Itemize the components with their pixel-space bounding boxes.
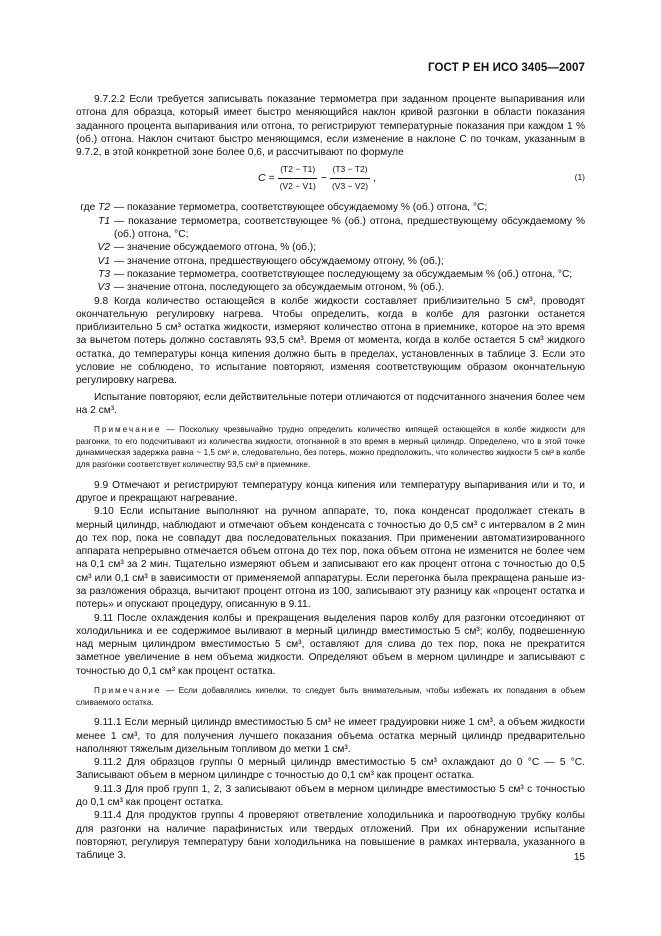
formula-lhs: C = <box>258 171 275 184</box>
note-label: Примечание <box>94 425 162 435</box>
fraction-2-denominator: (V3 − V2) <box>331 180 369 191</box>
definition-symbol-text: V1 <box>97 255 110 267</box>
formula-tail: , <box>373 171 377 184</box>
paragraph-9-8: 9.8 Когда количество остающейся в колбе жидкости составляет приблизительно 5 см³, проводят окончательную регулировку нагрева. Чтобы определить, когда в колбе для разгонки останется приблизительно 5 см³ остатка жидкости, измеряют количество отгона в приемнике, которое на это время за вычетом потерь должно составлять 93,5 см³. Время от момента, когда в колбе остается 5 см³ жидкого остатка, до температуры конца кипения должно быть в пределах, установленных в таблице 3. Если это условие не соблюдено, то испытание повторяют, изменяя соответствующим образом окончательную регулировку нагрева. <box>76 295 585 387</box>
note-label: Примечание <box>94 686 162 696</box>
formula-expression <box>258 163 376 193</box>
fraction-1 <box>278 163 318 193</box>
definition-item <box>76 281 585 294</box>
fraction-1-denominator: (V2 − V1) <box>279 180 316 191</box>
formula-definitions <box>76 201 585 294</box>
fraction-1-numerator: (T2 − T1) <box>278 163 317 178</box>
definition-text: — показание термометра, соответствующее обсуждаемому % (об.) отгона, °С; <box>114 202 488 214</box>
note-1 <box>76 424 585 470</box>
definition-text: — показание термометра, соответствующее % (об.) отгона, предшествующему обсуждаемому % (об.) отгона, °С; <box>114 215 585 241</box>
definition-symbol <box>76 215 114 242</box>
definition-text: — значение обсуждаемого отгона, % (об.); <box>114 242 317 254</box>
paragraph-9-10: 9.10 Если испытание выполняют на ручном аппарате, то, пока конденсат продолжает стекать в мерный цилиндр, наблюдают и отмечают объем конденсата с точностью до 0,5 см³ с интервалом в 2 мин до тех пор, пока не совпадут два последовательных показания. При применении автоматизированного аппарата непрерывно отмечается объем отгона до тех пор, пока объем отгона не изменится не более чем на 0,1 см³ за 2 мин. Тщательно измеряют объем и записывают его как процент отгона с точностью до 0,5 см³ или 0,1 см³ в зависимости от применяемой аппаратуры. Если перегонка была прекращена раньше из-за разложения образца, вычитают процент отгона из 100, записывают эту разницу как «процент остатка и потерь» и опускают процедуру, описанную в 9.11. <box>76 506 585 611</box>
note-text: — Поскольку чрезвычайно трудно определить количество кипящей остающейся в колбе жидкости для разгонки, то его подсчитывают из количества жидкости, отогнанной в это время в мерный цилиндр. Определено, что в этой точке динамическая задержка равна ~ 1,5 см³ и, следовательно, без потерь, можно предположить, что количество жидкости 5 см³ в колбе для разгонки соответствует количеству 93,5 см³ в приемнике. <box>76 425 585 470</box>
definition-symbol <box>76 201 114 214</box>
definition-text: — значение отгона, последующего за обсуждаемым отгоном, % (об.). <box>114 282 445 294</box>
definition-item <box>76 241 585 254</box>
fraction-2 <box>330 163 370 193</box>
definition-item <box>76 255 585 268</box>
page-number: 15 <box>573 852 585 863</box>
definition-prefix: где <box>80 202 96 214</box>
formula-1 <box>76 161 585 199</box>
definition-symbol <box>76 281 114 294</box>
definition-text: — показание термометра, соответствующее последующему за обсуждаемым % (об.) отгона, °С; <box>114 268 573 280</box>
paragraph-9-7-2-2: 9.7.2.2 Если требуется записывать показание термометра при заданном проценте выпаривания или отгона для образца, который имеет быстро меняющийся наклон кривой разгонки в области показания заданного процента выпаривания или отгона, то регистрируют температурные показания при каждом 1 % (об.) отгона. Наклон считают быстро меняющимся, если изменение в наклоне C по точкам, указанным в 9.7.2, в этой конкретной зоне более 0,6, и рассчитывают по формуле <box>76 94 585 159</box>
definition-symbol <box>76 268 114 281</box>
note-2 <box>76 685 585 708</box>
definition-symbol <box>76 241 114 254</box>
definition-symbol-text: V3 <box>97 282 110 294</box>
definition-item <box>76 215 585 242</box>
paragraph-9-11-1: 9.11.1 Если мерный цилиндр вместимостью 5 см³ не имеет градуировки ниже 1 см³, а объем жидкости менее 1 см³, то для получения лучшего показания объема остатка мерный цилиндр предварительно наполняют тяжелым дизельным топливом до метки 1 см³. <box>76 717 585 755</box>
paragraph-9-11-2: 9.11.2 Для образцов группы 0 мерный цилиндр вместимостью 5 см³ охлаждают до 0 °С — 5 °С. Записывают объем в мерном цилиндре с точностью до 0,1 см³ как процент остатка. <box>76 757 585 782</box>
paragraph-9-8-repeat: Испытание повторяют, если действительные потери отличаются от подсчитанного значения более чем на 2 см³. <box>76 391 585 416</box>
paragraph-9-9: 9.9 Отмечают и регистрируют температуру конца кипения или температуру выпаривания или и то, и другое и прекращают нагревание. <box>76 479 585 504</box>
definition-symbol-text: T2 <box>98 202 110 214</box>
fraction-2-numerator: (T3 − T2) <box>330 163 369 178</box>
definition-symbol <box>76 255 114 268</box>
document-body <box>76 93 585 863</box>
definition-item <box>76 201 585 214</box>
formula-number: (1) <box>574 172 585 183</box>
definition-text: — значение отгона, предшествующего обсуждаемому отгону, % (об.); <box>114 255 444 267</box>
definition-symbol-text: T3 <box>98 268 110 280</box>
note-text: — Если добавлялись кипелки, то следует быть внимательным, чтобы избежать их попадания в объем сливаемого остатка. <box>76 686 585 707</box>
definition-symbol-text: V2 <box>97 242 110 254</box>
standard-header: ГОСТ Р ЕН ИСО 3405—2007 <box>428 62 585 74</box>
paragraph-9-11: 9.11 После охлаждения колбы и прекращения выделения паров колбу для разгонки отсоединяют от холодильника и ее содержимое выливают в мерный цилиндр вместимостью 5 см³; колбу, подвешенную над мерным цилиндром вместимостью 5 см³, оставляют для слива до тех пор, пока не прекратится заметное увеличение в нем объема жидкости. Определяют объем в мерном цилиндре и записывают с точностью до 0,1 см³ как процент остатка. <box>76 612 585 677</box>
paragraph-9-11-4: 9.11.4 Для продуктов группы 4 проверяют ответвление холодильника и пароотводную трубку колбы для разгонки на наличие парафинистых или твердых отложений. При их обнаружении испытание повторяют, регулируя температуру бани холодильника на повышение в рамках интервала, указанного в таблице 3. <box>76 810 585 862</box>
paragraph-9-11-3: 9.11.3 Для проб групп 1, 2, 3 записывают объем в мерном цилиндре вместимостью 5 см³ с точностью до 0,1 см³ как процент остатка. <box>76 783 585 809</box>
definition-symbol-text: T1 <box>98 215 110 227</box>
definition-item <box>76 268 585 281</box>
formula-minus: − <box>320 171 327 184</box>
